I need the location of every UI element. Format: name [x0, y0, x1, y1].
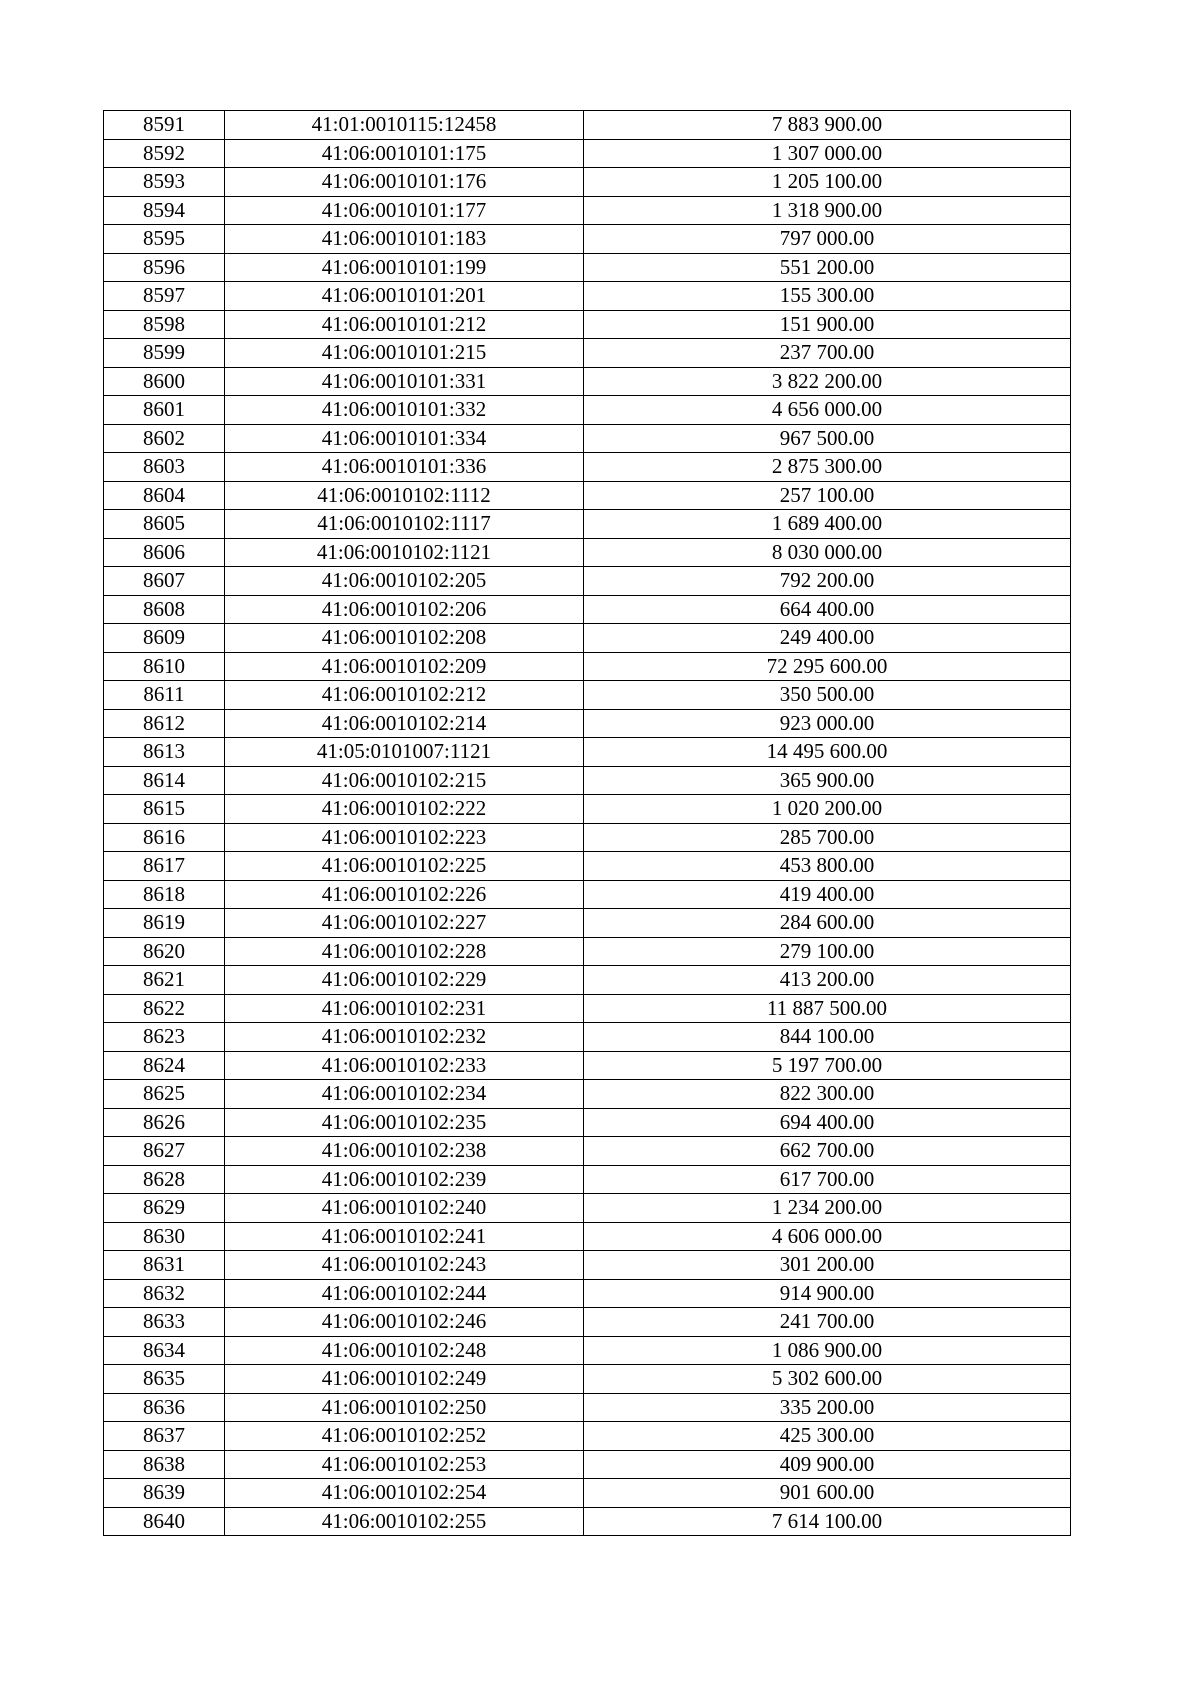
cadastral-number-cell: 41:06:0010101:212: [225, 310, 584, 339]
table-row: [104, 1507, 1071, 1536]
row-number-cell: 8611: [104, 681, 225, 710]
cadastral-number-cell: 41:06:0010102:1112: [225, 481, 584, 510]
row-number-cell: 8624: [104, 1051, 225, 1080]
row-number-cell: 8591: [104, 111, 225, 140]
cadastral-number-cell: 41:06:0010102:246: [225, 1308, 584, 1337]
cadastral-value-cell: 792 200.00: [584, 567, 1071, 596]
row-number-cell: 8640: [104, 1507, 225, 1536]
row-number-cell: 8627: [104, 1137, 225, 1166]
table-row: [104, 1108, 1071, 1137]
table-row: [104, 1422, 1071, 1451]
table-row: [104, 852, 1071, 881]
row-number-cell: 8633: [104, 1308, 225, 1337]
table-row: [104, 937, 1071, 966]
table-row: [104, 909, 1071, 938]
table-row: [104, 595, 1071, 624]
row-number-cell: 8626: [104, 1108, 225, 1137]
table-row: [104, 196, 1071, 225]
table-row: [104, 1279, 1071, 1308]
cadastral-number-cell: 41:06:0010102:234: [225, 1080, 584, 1109]
cadastral-number-cell: 41:06:0010102:248: [225, 1336, 584, 1365]
row-number-cell: 8630: [104, 1222, 225, 1251]
cadastral-value-cell: 4 656 000.00: [584, 396, 1071, 425]
cadastral-number-cell: 41:06:0010102:1121: [225, 538, 584, 567]
cadastral-number-cell: 41:06:0010102:215: [225, 766, 584, 795]
cadastral-number-cell: 41:06:0010101:332: [225, 396, 584, 425]
cadastral-value-cell: 901 600.00: [584, 1479, 1071, 1508]
cadastral-number-cell: 41:06:0010102:252: [225, 1422, 584, 1451]
row-number-cell: 8613: [104, 738, 225, 767]
cadastral-value-cell: 335 200.00: [584, 1393, 1071, 1422]
table-row: [104, 1336, 1071, 1365]
row-number-cell: 8596: [104, 253, 225, 282]
cadastral-number-cell: 41:06:0010102:243: [225, 1251, 584, 1280]
cadastral-value-cell: 551 200.00: [584, 253, 1071, 282]
table-row: [104, 481, 1071, 510]
row-number-cell: 8622: [104, 994, 225, 1023]
cadastral-number-cell: 41:06:0010102:238: [225, 1137, 584, 1166]
cadastral-number-cell: 41:06:0010102:239: [225, 1165, 584, 1194]
row-number-cell: 8606: [104, 538, 225, 567]
cadastral-value-cell: 453 800.00: [584, 852, 1071, 881]
table-row: [104, 424, 1071, 453]
table-row: [104, 453, 1071, 482]
table-row: [104, 966, 1071, 995]
row-number-cell: 8615: [104, 795, 225, 824]
row-number-cell: 8612: [104, 709, 225, 738]
cadastral-number-cell: 41:06:0010102:235: [225, 1108, 584, 1137]
table-row: [104, 310, 1071, 339]
cadastral-number-cell: 41:06:0010102:241: [225, 1222, 584, 1251]
row-number-cell: 8593: [104, 168, 225, 197]
row-number-cell: 8631: [104, 1251, 225, 1280]
table-row: [104, 795, 1071, 824]
row-number-cell: 8601: [104, 396, 225, 425]
cadastral-value-cell: 7 614 100.00: [584, 1507, 1071, 1536]
cadastral-value-cell: 284 600.00: [584, 909, 1071, 938]
row-number-cell: 8621: [104, 966, 225, 995]
cadastral-value-cell: 8 030 000.00: [584, 538, 1071, 567]
cadastral-value-cell: 5 197 700.00: [584, 1051, 1071, 1080]
table-row: [104, 139, 1071, 168]
table-row: [104, 1222, 1071, 1251]
cadastral-number-cell: 41:06:0010102:222: [225, 795, 584, 824]
cadastral-value-cell: 1 086 900.00: [584, 1336, 1071, 1365]
cadastral-number-cell: 41:06:0010102:228: [225, 937, 584, 966]
table-row: [104, 1365, 1071, 1394]
cadastral-value-cell: 285 700.00: [584, 823, 1071, 852]
cadastral-number-cell: 41:06:0010102:226: [225, 880, 584, 909]
row-number-cell: 8599: [104, 339, 225, 368]
cadastral-value-cell: 155 300.00: [584, 282, 1071, 311]
cadastral-number-cell: 41:01:0010115:12458: [225, 111, 584, 140]
cadastral-number-cell: 41:06:0010101:201: [225, 282, 584, 311]
row-number-cell: 8619: [104, 909, 225, 938]
table-row: [104, 510, 1071, 539]
row-number-cell: 8638: [104, 1450, 225, 1479]
cadastral-number-cell: 41:06:0010102:255: [225, 1507, 584, 1536]
cadastral-value-cell: 1 020 200.00: [584, 795, 1071, 824]
table-row: [104, 681, 1071, 710]
table-row: [104, 253, 1071, 282]
cadastral-value-cell: 257 100.00: [584, 481, 1071, 510]
cadastral-value-cell: 822 300.00: [584, 1080, 1071, 1109]
table-row: [104, 339, 1071, 368]
cadastral-number-cell: 41:06:0010102:231: [225, 994, 584, 1023]
cadastral-value-cell: 279 100.00: [584, 937, 1071, 966]
cadastral-number-cell: 41:06:0010102:206: [225, 595, 584, 624]
cadastral-value-cell: 7 883 900.00: [584, 111, 1071, 140]
table-row: [104, 994, 1071, 1023]
cadastral-number-cell: 41:06:0010101:176: [225, 168, 584, 197]
cadastral-value-cell: 844 100.00: [584, 1023, 1071, 1052]
cadastral-value-cell: 1 307 000.00: [584, 139, 1071, 168]
cadastral-value-cell: 419 400.00: [584, 880, 1071, 909]
table-row: [104, 282, 1071, 311]
cadastral-value-cell: 409 900.00: [584, 1450, 1071, 1479]
cadastral-number-cell: 41:06:0010102:249: [225, 1365, 584, 1394]
cadastral-value-cell: 151 900.00: [584, 310, 1071, 339]
cadastral-value-cell: 425 300.00: [584, 1422, 1071, 1451]
cadastral-number-cell: 41:06:0010102:223: [225, 823, 584, 852]
cadastral-number-cell: 41:06:0010102:233: [225, 1051, 584, 1080]
cadastral-value-cell: 249 400.00: [584, 624, 1071, 653]
cadastral-number-cell: 41:06:0010102:229: [225, 966, 584, 995]
row-number-cell: 8636: [104, 1393, 225, 1422]
cadastral-number-cell: 41:06:0010101:199: [225, 253, 584, 282]
row-number-cell: 8637: [104, 1422, 225, 1451]
row-number-cell: 8639: [104, 1479, 225, 1508]
table-row: [104, 1450, 1071, 1479]
table-row: [104, 1051, 1071, 1080]
table-row: [104, 1393, 1071, 1422]
row-number-cell: 8620: [104, 937, 225, 966]
cadastral-value-cell: 967 500.00: [584, 424, 1071, 453]
cadastral-value-cell: 1 689 400.00: [584, 510, 1071, 539]
row-number-cell: 8600: [104, 367, 225, 396]
table-row: [104, 225, 1071, 254]
table-row: [104, 709, 1071, 738]
table-row: [104, 766, 1071, 795]
cadastral-number-cell: 41:06:0010102:232: [225, 1023, 584, 1052]
cadastral-value-cell: 2 875 300.00: [584, 453, 1071, 482]
row-number-cell: 8603: [104, 453, 225, 482]
table-row: [104, 168, 1071, 197]
cadastral-number-cell: 41:06:0010101:331: [225, 367, 584, 396]
cadastral-number-cell: 41:06:0010102:250: [225, 1393, 584, 1422]
row-number-cell: 8592: [104, 139, 225, 168]
cadastral-value-cell: 301 200.00: [584, 1251, 1071, 1280]
row-number-cell: 8623: [104, 1023, 225, 1052]
cadastral-value-cell: 11 887 500.00: [584, 994, 1071, 1023]
cadastral-value-cell: 914 900.00: [584, 1279, 1071, 1308]
row-number-cell: 8629: [104, 1194, 225, 1223]
cadastral-number-cell: 41:06:0010101:175: [225, 139, 584, 168]
row-number-cell: 8616: [104, 823, 225, 852]
row-number-cell: 8598: [104, 310, 225, 339]
row-number-cell: 8609: [104, 624, 225, 653]
cadastral-value-table: [103, 110, 1071, 1536]
row-number-cell: 8594: [104, 196, 225, 225]
cadastral-number-cell: 41:06:0010101:336: [225, 453, 584, 482]
cadastral-number-cell: 41:06:0010102:209: [225, 652, 584, 681]
cadastral-value-cell: 617 700.00: [584, 1165, 1071, 1194]
cadastral-value-cell: 1 234 200.00: [584, 1194, 1071, 1223]
row-number-cell: 8628: [104, 1165, 225, 1194]
row-number-cell: 8595: [104, 225, 225, 254]
cadastral-number-cell: 41:06:0010102:214: [225, 709, 584, 738]
table-row: [104, 567, 1071, 596]
cadastral-number-cell: 41:06:0010102:205: [225, 567, 584, 596]
cadastral-value-cell: 365 900.00: [584, 766, 1071, 795]
row-number-cell: 8604: [104, 481, 225, 510]
table-row: [104, 1165, 1071, 1194]
row-number-cell: 8614: [104, 766, 225, 795]
table-row: [104, 738, 1071, 767]
cadastral-number-cell: 41:06:0010102:225: [225, 852, 584, 881]
cadastral-number-cell: 41:06:0010102:240: [225, 1194, 584, 1223]
table-row: [104, 652, 1071, 681]
cadastral-number-cell: 41:06:0010102:254: [225, 1479, 584, 1508]
table-row: [104, 1023, 1071, 1052]
table-row: [104, 1251, 1071, 1280]
cadastral-value-cell: 72 295 600.00: [584, 652, 1071, 681]
cadastral-value-cell: 350 500.00: [584, 681, 1071, 710]
table-row: [104, 367, 1071, 396]
table-row: [104, 538, 1071, 567]
table-body: [104, 111, 1071, 1536]
row-number-cell: 8605: [104, 510, 225, 539]
row-number-cell: 8607: [104, 567, 225, 596]
row-number-cell: 8618: [104, 880, 225, 909]
cadastral-number-cell: 41:06:0010102:244: [225, 1279, 584, 1308]
table-row: [104, 1308, 1071, 1337]
cadastral-number-cell: 41:06:0010101:177: [225, 196, 584, 225]
cadastral-number-cell: 41:06:0010102:227: [225, 909, 584, 938]
cadastral-number-cell: 41:06:0010102:208: [225, 624, 584, 653]
table-row: [104, 396, 1071, 425]
cadastral-value-cell: 413 200.00: [584, 966, 1071, 995]
cadastral-number-cell: 41:06:0010101:334: [225, 424, 584, 453]
cadastral-number-cell: 41:06:0010101:215: [225, 339, 584, 368]
cadastral-value-cell: 694 400.00: [584, 1108, 1071, 1137]
row-number-cell: 8608: [104, 595, 225, 624]
cadastral-number-cell: 41:05:0101007:1121: [225, 738, 584, 767]
row-number-cell: 8632: [104, 1279, 225, 1308]
cadastral-number-cell: 41:06:0010102:253: [225, 1450, 584, 1479]
row-number-cell: 8635: [104, 1365, 225, 1394]
table-row: [104, 823, 1071, 852]
table-row: [104, 1080, 1071, 1109]
cadastral-value-cell: 1 205 100.00: [584, 168, 1071, 197]
table-row: [104, 880, 1071, 909]
cadastral-value-cell: 1 318 900.00: [584, 196, 1071, 225]
cadastral-value-cell: 923 000.00: [584, 709, 1071, 738]
table-row: [104, 624, 1071, 653]
cadastral-value-cell: 14 495 600.00: [584, 738, 1071, 767]
cadastral-value-cell: 237 700.00: [584, 339, 1071, 368]
table-row: [104, 111, 1071, 140]
cadastral-value-cell: 662 700.00: [584, 1137, 1071, 1166]
row-number-cell: 8610: [104, 652, 225, 681]
row-number-cell: 8625: [104, 1080, 225, 1109]
cadastral-value-cell: 4 606 000.00: [584, 1222, 1071, 1251]
cadastral-value-cell: 797 000.00: [584, 225, 1071, 254]
cadastral-value-cell: 5 302 600.00: [584, 1365, 1071, 1394]
cadastral-value-cell: 3 822 200.00: [584, 367, 1071, 396]
table-row: [104, 1137, 1071, 1166]
cadastral-number-cell: 41:06:0010101:183: [225, 225, 584, 254]
table-row: [104, 1479, 1071, 1508]
row-number-cell: 8602: [104, 424, 225, 453]
table-row: [104, 1194, 1071, 1223]
cadastral-value-cell: 664 400.00: [584, 595, 1071, 624]
cadastral-number-cell: 41:06:0010102:212: [225, 681, 584, 710]
cadastral-value-cell: 241 700.00: [584, 1308, 1071, 1337]
row-number-cell: 8597: [104, 282, 225, 311]
row-number-cell: 8617: [104, 852, 225, 881]
row-number-cell: 8634: [104, 1336, 225, 1365]
cadastral-number-cell: 41:06:0010102:1117: [225, 510, 584, 539]
